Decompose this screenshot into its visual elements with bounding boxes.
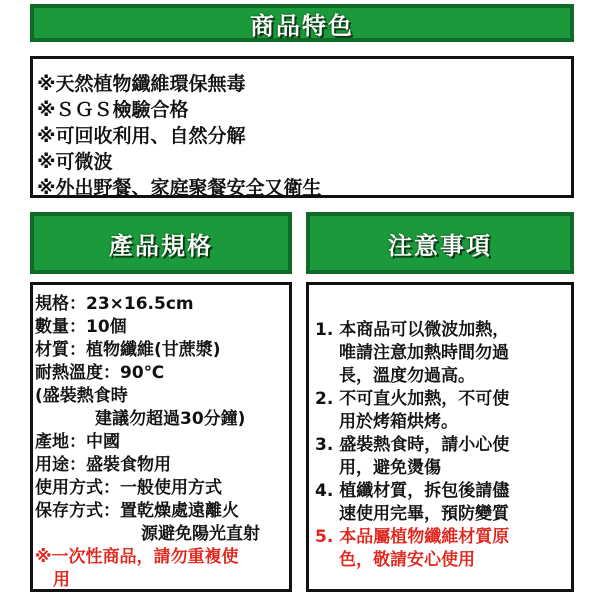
note-line: 長，溫度勿過高。 [339, 366, 475, 386]
note-line: 4. 植纖材質，拆包後請儘 [315, 481, 510, 501]
spec-line: 使用方式：一般使用方式 [35, 478, 222, 498]
feature-item: ※可微波 [37, 151, 113, 173]
notes-title: 注意事項 [388, 231, 492, 260]
warning-line: 用 [53, 570, 70, 590]
note-red-line: 色，敬請安心使用 [339, 550, 475, 570]
feature-item: ※天然植物纖維環保無毒 [37, 73, 246, 95]
feature-item: ※外出野餐、家庭聚餐安全又衛生 [37, 177, 322, 199]
note-line: 3. 盛裝熱食時，請小心使 [315, 435, 510, 455]
spec-line: 材質：植物纖維(甘蔗漿) [35, 340, 221, 360]
note-line: 速使用完畢，預防變質 [339, 504, 509, 524]
features-title: 商品特色 [250, 11, 354, 40]
specs-header [30, 212, 292, 274]
note-line: 用，避免燙傷 [339, 458, 441, 478]
note-red-line: 5. 本品屬植物纖維材質原 [315, 527, 510, 547]
warning-line: ※一次性商品，請勿重複使 [35, 547, 239, 567]
note-line: 唯請注意加熱時間勿過 [339, 343, 509, 363]
notes-header [306, 212, 574, 274]
spec-line: 產地：中國 [35, 432, 120, 452]
spec-line: 保存方式：置乾燥處遠離火 [35, 501, 239, 521]
spec-line: (盛裝熱食時 [35, 386, 128, 406]
specs-box [30, 282, 292, 592]
note-line: 用於烤箱烘烤。 [339, 412, 458, 432]
features-header [30, 4, 574, 42]
note-line: 2. 不可直火加熱，不可使 [315, 389, 510, 409]
feature-item: ※可回收利用、自然分解 [37, 125, 246, 147]
feature-item: ※ＳＧＳ檢驗合格 [37, 99, 189, 121]
features-box [30, 56, 574, 198]
specs-title: 產品規格 [109, 231, 213, 260]
note-line: 1. 本商品可以微波加熱， [315, 320, 510, 340]
spec-line: 源避免陽光直射 [141, 524, 260, 544]
spec-line: 用途：盛裝食物用 [35, 455, 171, 475]
spec-line: 耐熱溫度：90℃ [35, 363, 165, 383]
spec-line: 數量：10個 [35, 317, 127, 337]
notes-box [306, 282, 574, 592]
spec-line: 建議勿超過30分鐘) [95, 409, 246, 429]
spec-line: 規格：23×16.5cm [35, 294, 194, 314]
